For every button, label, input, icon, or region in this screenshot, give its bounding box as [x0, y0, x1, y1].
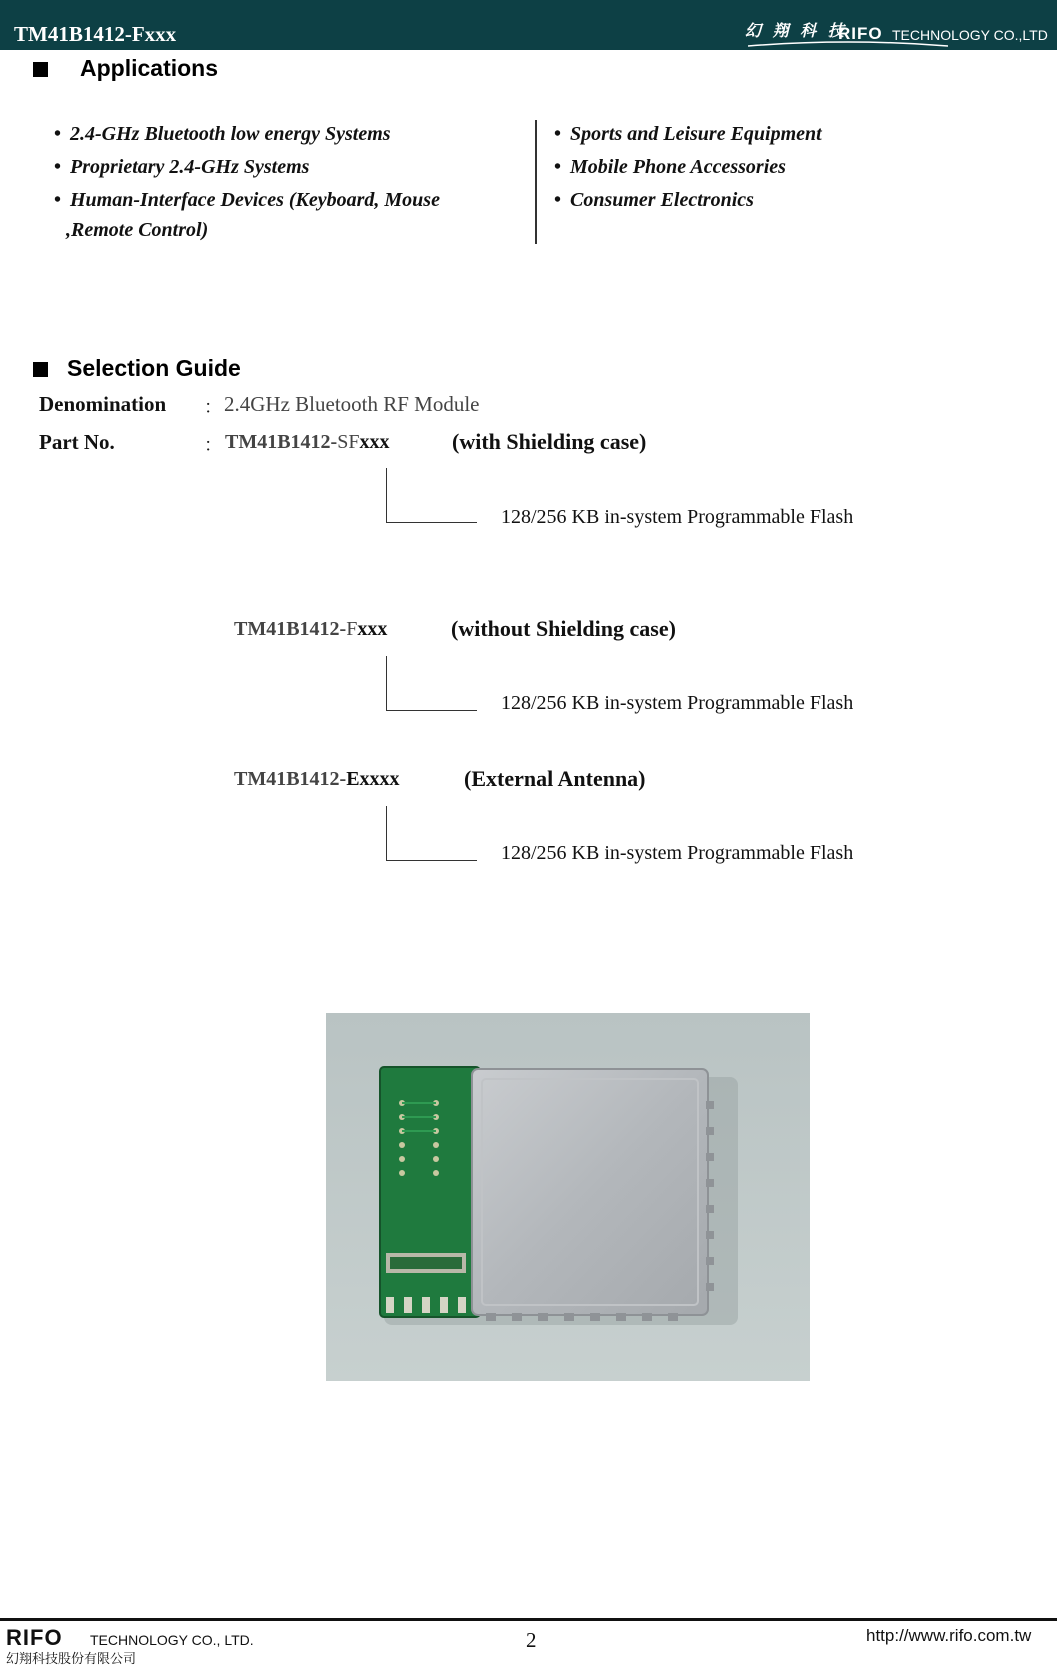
bullet-icon: •: [554, 123, 562, 145]
part-description: (with Shielding case): [452, 429, 647, 454]
denomination-label: Denomination: [39, 392, 167, 416]
list-item: • Mobile Phone Accessories: [554, 156, 786, 178]
part-description: (External Antenna): [464, 766, 646, 791]
part-number: TM41B1412-SFxxx: [225, 431, 390, 453]
list-item: • Sports and Leisure Equipment: [554, 123, 822, 145]
page-number: 2: [526, 1628, 537, 1652]
callout-bracket: [386, 468, 477, 523]
footer-logo: RIFO: [6, 1625, 63, 1650]
company-name-cn: 幻 翔 科 技: [745, 21, 847, 40]
part-description: (without Shielding case): [451, 616, 676, 641]
part-number: TM41B1412-Fxxx: [234, 618, 388, 640]
section-marker-icon: [33, 62, 48, 77]
module-photo: [326, 1013, 810, 1381]
callout-bracket: [386, 806, 477, 861]
website-link[interactable]: http://www.rifo.com.tw: [866, 1626, 1032, 1645]
flash-spec: 128/256 KB in-system Programmable Flash: [501, 842, 854, 864]
colon: ：: [204, 435, 222, 456]
bullet-icon: •: [554, 189, 562, 211]
bullet-icon: •: [54, 189, 62, 211]
column-divider: [535, 120, 537, 244]
list-item-continuation: ,Remote Control): [66, 219, 209, 241]
company-name-en: TECHNOLOGY CO.,LTD: [892, 27, 1048, 43]
list-item: • Consumer Electronics: [554, 189, 754, 211]
bullet-icon: •: [54, 156, 62, 178]
footer-rule: [0, 1618, 1057, 1621]
part-no-label: Part No.: [39, 430, 115, 454]
list-item: • 2.4-GHz Bluetooth low energy Systems: [54, 123, 391, 145]
colon: ：: [204, 397, 222, 418]
callout-bracket: [386, 656, 477, 711]
applications-heading: Applications: [80, 55, 219, 81]
flash-spec: 128/256 KB in-system Programmable Flash: [501, 506, 854, 528]
logo-swoosh-icon: [748, 40, 948, 48]
list-item: • Proprietary 2.4-GHz Systems: [54, 156, 310, 178]
bullet-icon: •: [554, 156, 562, 178]
list-item: • Human-Interface Devices (Keyboard, Mouse: [54, 189, 440, 211]
section-marker-icon: [33, 362, 48, 377]
part-number: TM41B1412-Exxxx: [234, 768, 400, 790]
flash-spec: 128/256 KB in-system Programmable Flash: [501, 692, 854, 714]
selection-guide-heading: Selection Guide: [67, 355, 241, 381]
denomination-value: 2.4GHz Bluetooth RF Module: [224, 392, 480, 416]
document-title: TM41B1412-Fxxx: [14, 22, 177, 46]
footer-company-cn: 幻翔科技股份有限公司: [6, 1652, 137, 1667]
footer-company-en: TECHNOLOGY CO., LTD.: [90, 1632, 254, 1648]
bullet-icon: •: [54, 123, 62, 145]
company-logo: RIFO: [838, 24, 883, 43]
